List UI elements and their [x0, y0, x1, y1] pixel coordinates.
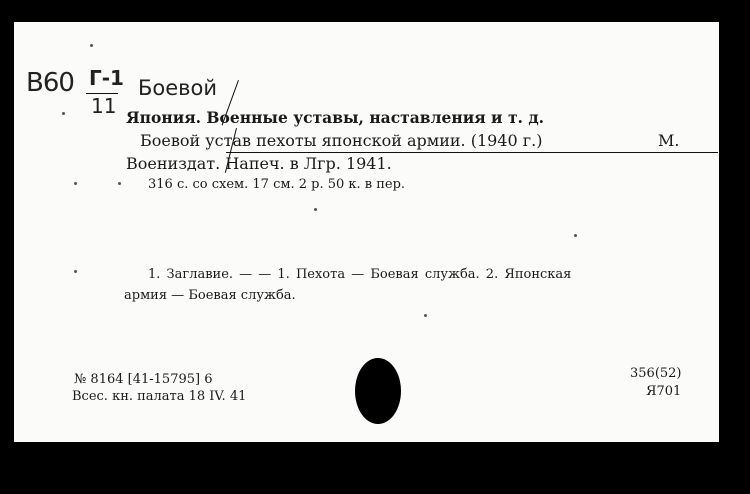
- speck: [74, 270, 77, 273]
- handwritten-heading: Боевой: [138, 76, 218, 100]
- speck: [314, 208, 317, 211]
- title-underline: [226, 152, 718, 153]
- catalog-card: [14, 22, 719, 442]
- speck: [74, 182, 77, 185]
- book-chamber-line: Всес. кн. палата 18 IV. 41: [72, 389, 247, 404]
- publisher-line: Воениздат. Напеч. в Лгр. 1941.: [126, 154, 392, 173]
- shelfmark-fraction-bottom: 11: [91, 94, 117, 118]
- speck: [574, 234, 577, 237]
- speck: [90, 44, 93, 47]
- subject-heading: Япония. Военные уставы, наставления и т. д.: [126, 108, 545, 127]
- place-of-publication: М.: [658, 131, 680, 150]
- punch-hole: [355, 358, 401, 424]
- physical-description: 316 с. со схем. 17 см. 2 р. 50 к. в пер.: [148, 177, 406, 192]
- shelfmark-fraction-top: Г-1: [89, 66, 124, 90]
- shelfmark-main: В60: [26, 68, 74, 98]
- tracing-line-1: 1. Заглавие. — — 1. Пехота — Боевая служба. 2. Японская: [148, 267, 572, 282]
- speck: [118, 182, 121, 185]
- record-number: № 8164 [41-15795] 6: [74, 372, 213, 387]
- speck: [424, 314, 427, 317]
- tracing-line-2: армия — Боевая служба.: [124, 288, 296, 303]
- title-line: Боевой устав пехоты японской армии. (1940 г.): [140, 131, 543, 150]
- speck: [62, 112, 65, 115]
- class-number: 356(52): [630, 366, 682, 381]
- author-mark: Я701: [646, 384, 682, 399]
